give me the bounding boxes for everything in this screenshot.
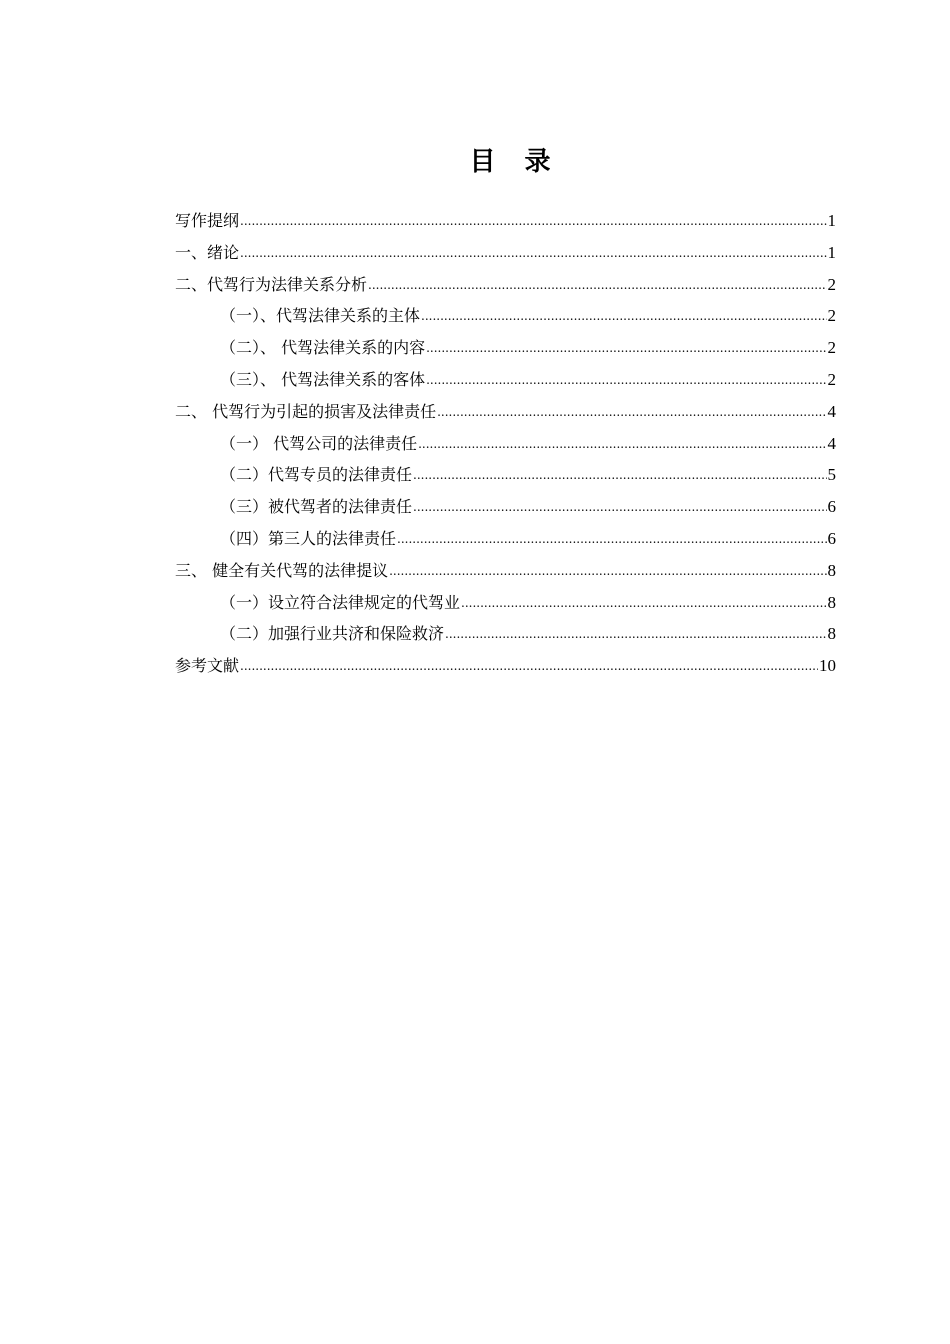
dot-leader: [240, 651, 818, 683]
dot-leader: [421, 301, 826, 333]
toc-entry-label: （一）设立符合法律规定的代驾业: [220, 592, 461, 612]
toc-entry[interactable]: [175, 332, 836, 364]
toc-entry[interactable]: [175, 396, 836, 428]
toc-page-number: 6: [827, 528, 836, 548]
toc-entry[interactable]: [175, 364, 836, 396]
toc-entry-label: （四）第三人的法律责任: [220, 528, 397, 548]
dot-leader: [397, 524, 826, 556]
dot-leader: [445, 619, 826, 651]
toc-page-number: 2: [827, 306, 836, 326]
toc-page-number: 2: [827, 274, 836, 294]
toc-page-number: 5: [827, 465, 836, 485]
toc-entry[interactable]: [175, 523, 836, 555]
toc-entry-label: 写作提纲: [175, 211, 240, 230]
toc-entry[interactable]: [175, 555, 836, 587]
toc-entry-label: 一、绪论: [175, 242, 240, 262]
toc-entry-label: （三）被代驾者的法律责任: [220, 497, 413, 517]
dot-leader: [240, 206, 826, 238]
dot-leader: [413, 492, 826, 524]
toc-entry[interactable]: [175, 491, 836, 523]
toc-entry-label: （三）、 代驾法律关系的客体: [220, 369, 426, 389]
toc-entry[interactable]: [175, 587, 836, 619]
toc-page-number: 4: [827, 433, 836, 453]
toc-entry-label: 参考文献: [175, 656, 240, 676]
toc-entry[interactable]: [175, 205, 836, 237]
dot-leader: [461, 588, 826, 620]
toc-page-number: 8: [827, 560, 836, 580]
toc-page-number: 10: [819, 656, 836, 676]
toc-entry[interactable]: [175, 650, 836, 682]
toc-entry-label: （二）、 代驾法律关系的内容: [220, 338, 426, 358]
toc-page-number: 1: [827, 211, 836, 230]
toc-entry-label: 二、 代驾行为引起的损害及法律责任: [175, 401, 437, 421]
dot-leader: [240, 238, 826, 270]
toc-entry[interactable]: [175, 618, 836, 650]
toc-entry[interactable]: [175, 237, 836, 269]
toc-entry-label: （二）加强行业共济和保险救济: [220, 624, 445, 644]
dot-leader: [426, 333, 826, 365]
dot-leader: [437, 397, 826, 429]
dot-leader: [368, 270, 826, 302]
dot-leader: [413, 460, 826, 492]
toc-page-number: 2: [827, 338, 836, 358]
dot-leader: [426, 365, 826, 397]
toc-title: 目 录: [469, 147, 561, 177]
toc-entry[interactable]: [175, 459, 836, 491]
toc-page-number: 6: [827, 497, 836, 517]
toc-entry-label: （二）代驾专员的法律责任: [220, 465, 413, 485]
dot-leader: [418, 429, 826, 461]
toc-entry[interactable]: [175, 269, 836, 301]
toc-page-number: 1: [827, 242, 836, 262]
dot-leader: [389, 556, 826, 588]
table-of-contents: [175, 205, 836, 682]
toc-page-number: 2: [827, 369, 836, 389]
toc-entry[interactable]: [175, 300, 836, 332]
toc-entry-label: 二、代驾行为法律关系分析: [175, 274, 368, 294]
toc-entry-label: 三、 健全有关代驾的法律提议: [175, 560, 389, 580]
toc-page-number: 4: [827, 401, 836, 421]
toc-page-number: 8: [827, 624, 836, 644]
toc-entry-label: （一）、代驾法律关系的主体: [220, 306, 421, 326]
toc-entry-label: （一） 代驾公司的法律责任: [220, 433, 418, 453]
toc-page-number: 8: [827, 592, 836, 612]
toc-entry[interactable]: [175, 428, 836, 460]
